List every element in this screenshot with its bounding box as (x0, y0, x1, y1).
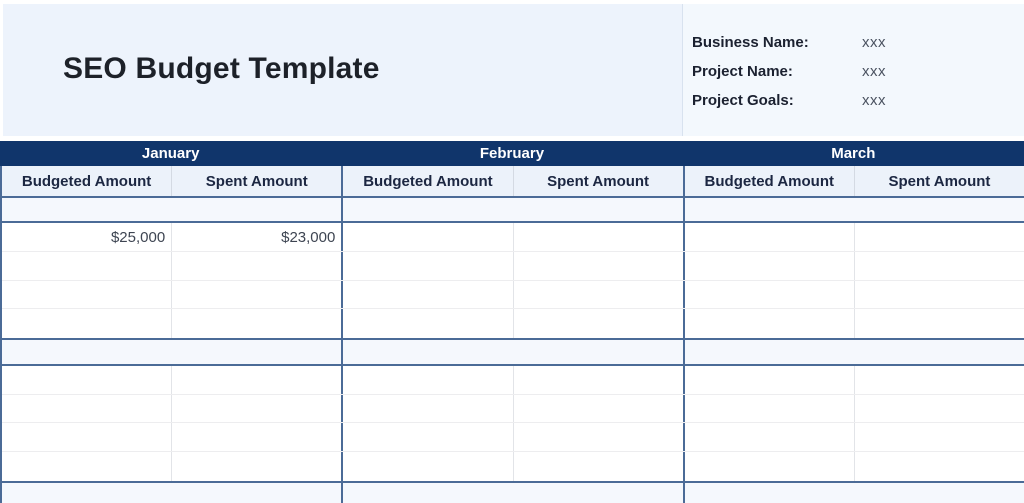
month-header-march[interactable]: March (831, 145, 876, 162)
budget-cell-march-spent-amount[interactable] (855, 281, 1024, 308)
business-name-label: Business Name: (692, 34, 809, 51)
month-header-row (0, 141, 1024, 166)
budget-cell-february-budgeted-amount[interactable] (343, 309, 513, 338)
budget-cell-february-spent-amount[interactable] (514, 395, 685, 422)
business-name-value[interactable]: xxx (862, 34, 886, 51)
budget-cell-february-budgeted-amount[interactable] (343, 281, 513, 308)
budget-cell-march-spent-amount[interactable] (855, 252, 1024, 280)
table-row (2, 252, 1024, 281)
budget-cell-february-spent-amount[interactable] (514, 452, 685, 481)
budget-cell-march-budgeted-amount[interactable] (685, 309, 855, 338)
budget-cell-january-spent-amount[interactable] (172, 309, 343, 338)
budget-cell-march-spent-amount[interactable] (855, 223, 1024, 251)
budget-cell-march-spent-amount[interactable] (855, 452, 1024, 481)
info-row-project-name (692, 57, 1024, 86)
separator-cell-january[interactable] (2, 340, 343, 364)
table-row (2, 395, 1024, 423)
separator-cell-january[interactable] (2, 198, 343, 221)
table-row (2, 281, 1024, 309)
budget-cell-march-budgeted-amount[interactable] (685, 423, 855, 451)
budget-cell-january-spent-amount[interactable] (172, 281, 343, 308)
separator-row (2, 338, 1024, 366)
budget-cell-march-budgeted-amount[interactable] (685, 366, 855, 394)
header (3, 4, 1024, 136)
budget-table (0, 141, 1024, 503)
column-header-march-spent-amount[interactable]: Spent Amount (888, 172, 991, 190)
budget-cell-february-spent-amount[interactable] (514, 309, 685, 338)
table-body (0, 166, 1024, 503)
budget-cell-february-budgeted-amount[interactable] (343, 423, 513, 451)
separator-cell-february[interactable] (343, 483, 684, 503)
budget-cell-february-spent-amount[interactable] (514, 366, 685, 394)
budget-cell-february-budgeted-amount[interactable] (343, 452, 513, 481)
budget-cell-january-budgeted-amount[interactable] (2, 309, 172, 338)
separator-cell-march[interactable] (685, 483, 1024, 503)
separator-cell-march[interactable] (685, 198, 1024, 221)
separator-row (2, 196, 1024, 223)
project-goals-value[interactable]: xxx (862, 92, 886, 109)
budget-cell-january-spent-amount[interactable] (172, 395, 343, 422)
budget-cell-january-budgeted-amount[interactable] (2, 452, 172, 481)
budget-cell-january-budgeted-amount[interactable] (2, 366, 172, 394)
table-row (2, 366, 1024, 395)
column-header-january-spent-amount[interactable]: Spent Amount (172, 166, 343, 196)
budget-cell-january-spent-amount[interactable] (172, 252, 343, 280)
budget-cell-january-spent-amount[interactable] (172, 452, 343, 481)
budget-cell-january-spent-amount[interactable]: $23,000 (172, 223, 343, 251)
separator-row (2, 481, 1024, 503)
column-header-february-budgeted-amount[interactable]: Budgeted Amount (343, 166, 513, 196)
column-header-february-spent-amount[interactable]: Spent Amount (514, 166, 685, 196)
budget-cell-march-budgeted-amount[interactable] (685, 452, 855, 481)
budget-cell-february-budgeted-amount[interactable] (343, 252, 513, 280)
budget-cell-march-spent-amount[interactable] (855, 423, 1024, 451)
budget-cell-march-spent-amount[interactable] (855, 395, 1024, 422)
budget-cell-january-spent-amount[interactable] (172, 366, 343, 394)
separator-cell-march[interactable] (685, 340, 1024, 364)
budget-cell-february-spent-amount[interactable] (514, 423, 685, 451)
table-row (2, 223, 1024, 252)
budget-cell-march-budgeted-amount[interactable] (685, 252, 855, 280)
budget-cell-march-budgeted-amount[interactable] (685, 395, 855, 422)
budget-cell-february-budgeted-amount[interactable] (343, 366, 513, 394)
budget-cell-february-spent-amount[interactable] (514, 281, 685, 308)
separator-cell-february[interactable] (343, 340, 684, 364)
table-row (2, 309, 1024, 338)
month-header-january[interactable]: January (141, 145, 200, 162)
budget-cell-march-budgeted-amount[interactable] (685, 223, 855, 251)
column-header-january-budgeted-amount[interactable]: Budgeted Amount (2, 166, 172, 196)
column-header-march-budgeted-amount[interactable]: Budgeted Amount (685, 166, 855, 196)
budget-cell-january-budgeted-amount[interactable] (2, 281, 172, 308)
budget-cell-january-budgeted-amount[interactable] (2, 252, 172, 280)
budget-cell-january-budgeted-amount[interactable]: $25,000 (2, 223, 172, 251)
column-header-row (2, 166, 1024, 196)
separator-cell-january[interactable] (2, 483, 343, 503)
budget-cell-march-spent-amount[interactable] (855, 309, 1024, 338)
table-row (2, 423, 1024, 452)
budget-cell-march-spent-amount[interactable] (855, 366, 1024, 394)
table-row (2, 452, 1024, 481)
info-row-project-goals (692, 86, 1024, 115)
project-name-label: Project Name: (692, 63, 793, 80)
budget-cell-february-spent-amount[interactable] (514, 252, 685, 280)
budget-cell-february-budgeted-amount[interactable] (343, 395, 513, 422)
info-row-business-name (692, 28, 1024, 57)
page-title: SEO Budget Template (63, 52, 380, 85)
budget-cell-february-spent-amount[interactable] (514, 223, 685, 251)
project-goals-label: Project Goals: (692, 92, 794, 109)
budget-cell-january-budgeted-amount[interactable] (2, 395, 172, 422)
separator-cell-february[interactable] (343, 198, 684, 221)
info-panel (682, 4, 1024, 136)
budget-cell-february-budgeted-amount[interactable] (343, 223, 513, 251)
project-name-value[interactable]: xxx (862, 63, 886, 80)
budget-cell-january-budgeted-amount[interactable] (2, 423, 172, 451)
month-header-february[interactable]: February (479, 145, 545, 162)
budget-cell-january-spent-amount[interactable] (172, 423, 343, 451)
budget-cell-march-budgeted-amount[interactable] (685, 281, 855, 308)
